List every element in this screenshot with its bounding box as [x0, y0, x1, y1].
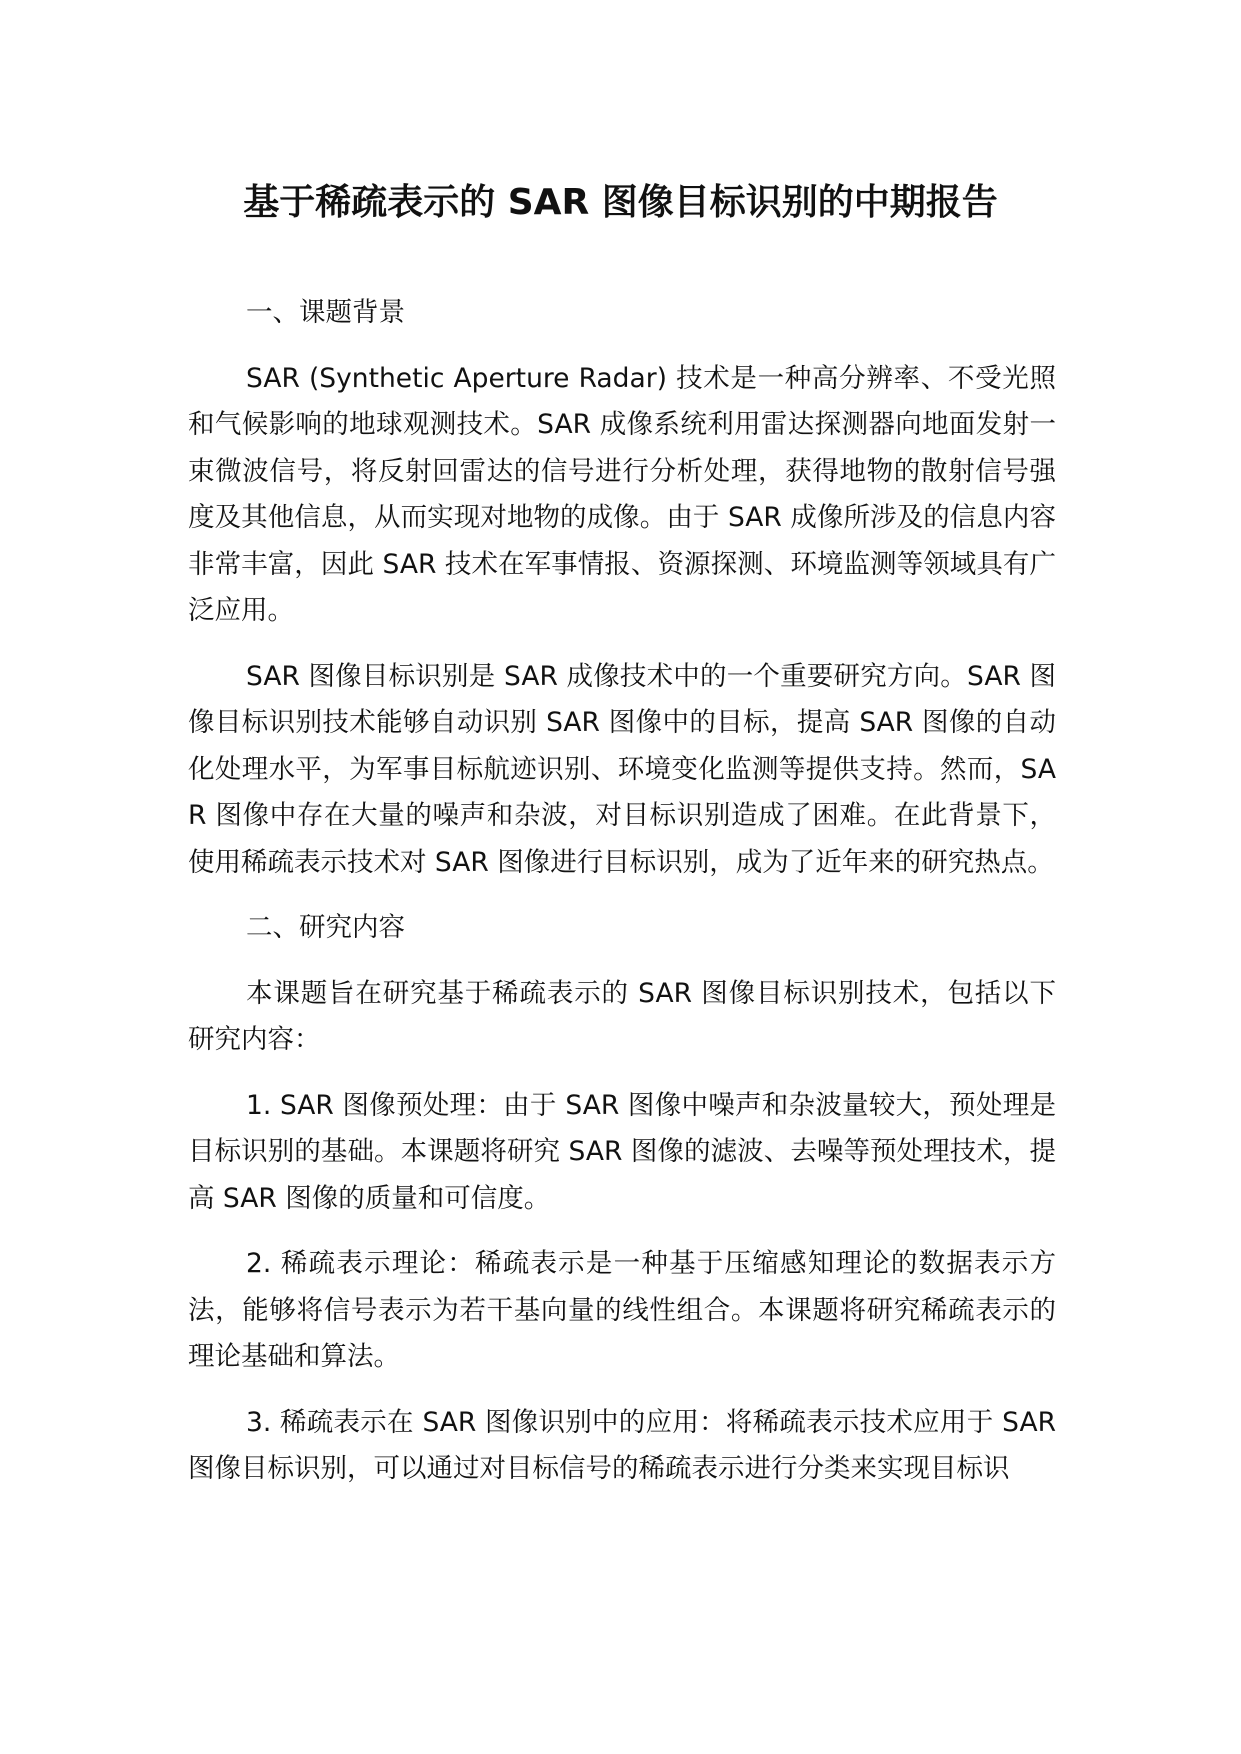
paragraph: SAR 图像目标识别是 SAR 成像技术中的一个重要研究方向。SAR 图像目标识别技术能够自动识别 SAR 图像中的目标，提高 SAR 图像的自动化处理水平，为军事目标航迹识别、环境变化监测等提供支持。然而，SAR 图像中存在大量的噪声和杂波，对目标识别造成了困难。在此背景下，使用稀疏表示技术对 SAR 图像进行目标识别，成为了近年来的研究热点。 — [188, 660, 1056, 878]
document-body — [188, 290, 1056, 1512]
list-item: 2. 稀疏表示理论：稀疏表示是一种基于压缩感知理论的数据表示方法，能够将信号表示为若干基向量的线性组合。本课题将研究稀疏表示的理论基础和算法。 — [188, 1248, 1056, 1372]
list-item: 3. 稀疏表示在 SAR 图像识别中的应用：将稀疏表示技术应用于 SAR 图像目标识别，可以通过对目标信号的稀疏表示进行分类来实现目标识 — [188, 1406, 1056, 1484]
list-item: 1. SAR 图像预处理：由于 SAR 图像中噪声和杂波量较大，预处理是目标识别的基础。本课题将研究 SAR 图像的滤波、去噪等预处理技术，提高 SAR 图像的质量和可信度。 — [188, 1089, 1056, 1214]
section-heading-background: 一、课题背景 — [246, 297, 405, 328]
paragraph: SAR (Synthetic Aperture Radar) 技术是一种高分辨率、不受光照和气候影响的地球观测技术。SAR 成像系统利用雷达探测器向地面发射一束微波信号，将反射回雷达的信号进行分析处理，获得地物的散射信号强度及其他信息，从而实现对地物的成像。由于 SAR 成像所涉及的信息内容非常丰富，因此 SAR 技术在军事情报、资源探测、环境监测等领域具有广泛应用。 — [188, 362, 1056, 626]
paragraph: 本课题旨在研究基于稀疏表示的 SAR 图像目标识别技术，包括以下研究内容： — [188, 977, 1056, 1055]
document-title: 基于稀疏表示的 SAR 图像目标识别的中期报告 — [243, 182, 998, 223]
section-heading-content: 二、研究内容 — [246, 912, 405, 943]
